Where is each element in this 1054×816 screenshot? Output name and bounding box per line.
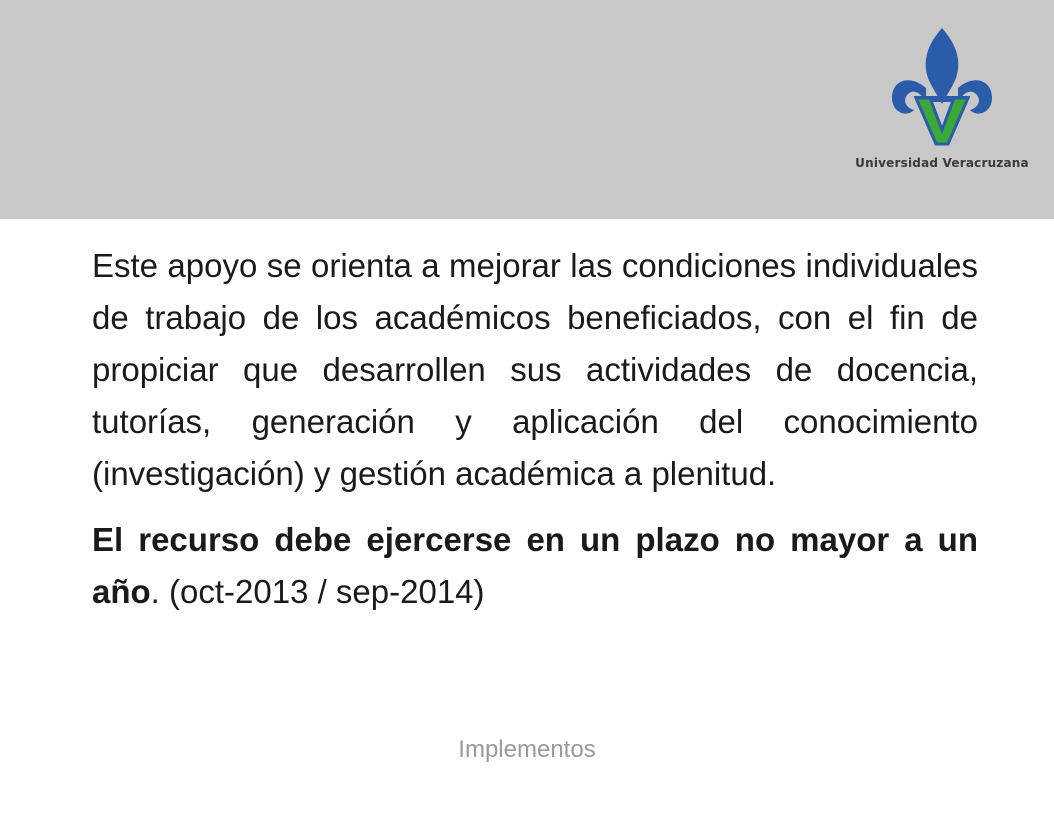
header-band: [0, 0, 1054, 219]
deadline-period: . (oct-2013 / sep-2014): [150, 573, 485, 610]
paragraph-purpose: Este apoyo se orienta a mejorar las condiciones individuales de trabajo de los académicos beneficiados, con el fin de propiciar que desarrollen sus actividades de docencia, tutorías, generación y aplicación del conocimiento (investigación) y gestión académica a plenitud.: [92, 247, 978, 492]
slide-body: [92, 240, 978, 618]
logo-university-name: Universidad Veracruzana: [855, 156, 1029, 170]
paragraph-deadline: [92, 514, 978, 618]
deadline-emphasis: El recurso debe ejercerse en un plazo no mayor a un año: [92, 521, 978, 610]
footer-section-label: Implementos: [458, 736, 596, 763]
fleur-de-lis-icon: [888, 26, 996, 148]
university-logo: [852, 26, 1032, 186]
